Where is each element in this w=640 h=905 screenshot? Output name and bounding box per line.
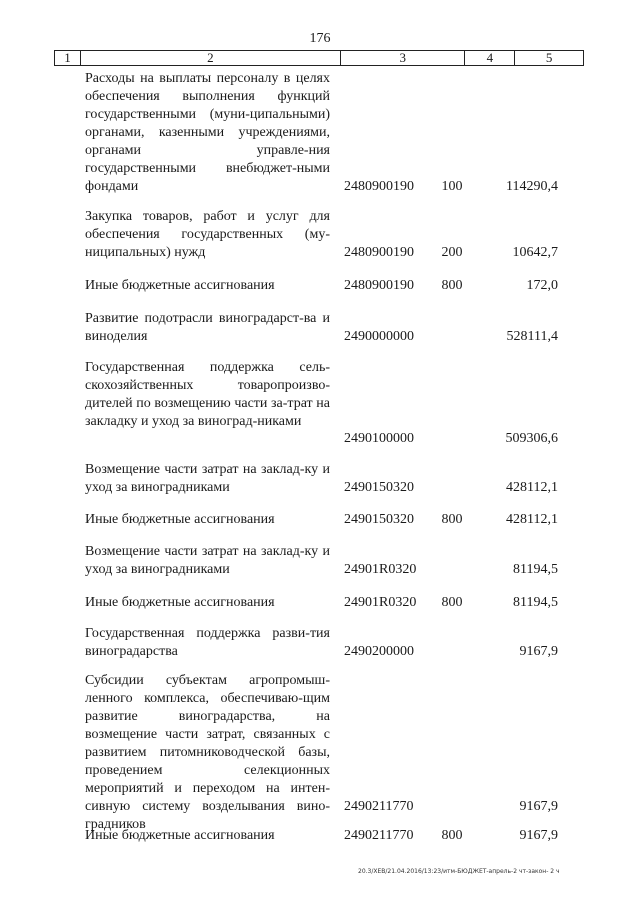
row-amount: 509306,6 — [505, 431, 558, 446]
column-header-1: 1 — [55, 51, 81, 65]
row-description: Расходы на выплаты персоналу в целях обеспечения выполнения функций государственными (муни-ципальными) органами, казенными учреждениями, органами управле-ния государственными внебюджет-ными фондами — [85, 71, 330, 194]
row-description: Государственная поддержка разви-тия виноградарства — [85, 626, 330, 659]
row-description: Иные бюджетные ассигнования — [85, 512, 275, 527]
document-footer-stamp: 20.3/ХЕВ/21.04.2016/13:23/итм-БЮДЖЕТ-апрель-2 чт-закон- 2 ч — [358, 868, 560, 875]
row-description: Субсидии субъектам агропромыш-ленного комплекса, обеспечиваю-щим развитие виноградарства, на возмещение части затрат, связанных с развитием питомниководческой базы, проведением селекционных мероприятий и переходом на интен-сивную систему возделывания вино-градников — [85, 673, 330, 832]
row-description: Закупка товаров, работ и услуг для обеспечения государственных (му-ниципальных) нужд — [85, 209, 330, 260]
row-code: 2490000000 — [344, 329, 414, 344]
row-code: 2480900190 — [344, 179, 414, 194]
row-expense-type: 800 — [441, 512, 463, 527]
row-code: 2490100000 — [344, 431, 414, 446]
page-number: 176 — [309, 31, 331, 46]
row-description: Иные бюджетные ассигнования — [85, 828, 275, 843]
row-description: Иные бюджетные ассигнования — [85, 278, 275, 293]
row-amount: 9167,9 — [519, 644, 558, 659]
row-expense-type: 800 — [441, 595, 463, 610]
row-description: Возмещение части затрат на заклад-ку и уход за виноградниками — [85, 544, 330, 577]
row-expense-type: 800 — [441, 278, 463, 293]
row-amount: 10642,7 — [512, 245, 558, 260]
column-header-4: 4 — [465, 51, 515, 65]
row-amount: 81194,5 — [513, 595, 558, 610]
row-code: 2480900190 — [344, 245, 414, 260]
row-code: 24901R0320 — [344, 562, 417, 577]
row-expense-type: 100 — [441, 179, 463, 194]
row-code: 2490150320 — [344, 480, 414, 495]
row-code: 2490200000 — [344, 644, 414, 659]
row-code: 2480900190 — [344, 278, 414, 293]
row-description: Возмещение части затрат на заклад-ку и уход за виноградниками — [85, 462, 330, 495]
row-expense-type: 800 — [441, 828, 463, 843]
row-code: 24901R0320 — [344, 595, 417, 610]
row-amount: 9167,9 — [519, 799, 558, 814]
column-header-2: 2 — [81, 51, 341, 65]
row-description: Развитие подотрасли виноградарст-ва и виноделия — [85, 311, 330, 344]
column-header-row — [54, 50, 584, 66]
row-code: 2490150320 — [344, 512, 414, 527]
row-amount: 428112,1 — [506, 480, 558, 495]
row-amount: 428112,1 — [506, 512, 558, 527]
row-amount: 114290,4 — [506, 179, 558, 194]
column-header-3: 3 — [341, 51, 466, 65]
row-amount: 528111,4 — [506, 329, 558, 344]
row-description: Иные бюджетные ассигнования — [85, 595, 275, 610]
row-amount: 172,0 — [526, 278, 558, 293]
row-expense-type: 200 — [441, 245, 463, 260]
row-code: 2490211770 — [344, 799, 414, 814]
column-header-5: 5 — [545, 50, 553, 65]
row-description: Государственная поддержка сель-скохозяйственных товаропроизво-дителей по возмещению части за-трат на закладку и уход за виноград-никами — [85, 360, 330, 429]
row-amount: 9167,9 — [519, 828, 558, 843]
row-code: 2490211770 — [344, 828, 414, 843]
row-amount: 81194,5 — [513, 562, 558, 577]
